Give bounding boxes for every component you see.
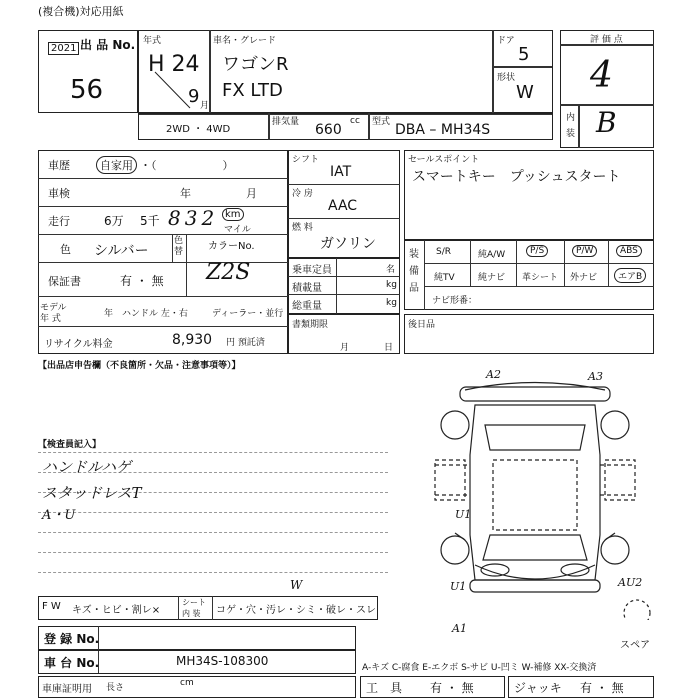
mark-a2: A2 (486, 368, 501, 381)
year-slash (150, 70, 210, 110)
jack-value: 有 ・ 無 (580, 681, 624, 695)
color-no-label: カラーNo. (208, 241, 255, 252)
mileage-man: 6万 (104, 214, 124, 228)
displacement-label: 排気量 (272, 117, 300, 127)
sales-point-label: セールスポイント (408, 155, 480, 165)
mark-u1: U1 (455, 508, 472, 521)
header-form-note: (複合機)対応用紙 (38, 5, 124, 18)
year-label: 年式 (143, 36, 162, 46)
color-no: Z2S (206, 260, 251, 285)
color-change-label: 色替 (174, 236, 184, 257)
shape-label: 形状 (497, 73, 516, 83)
mileage-rest: 832 (168, 206, 219, 230)
displacement-unit: cc (350, 116, 360, 126)
mark-u1b: U1 (450, 580, 467, 593)
year-month: 9 (188, 86, 200, 107)
chassis-value: MH34S-108300 (176, 654, 269, 668)
lot-number: 56 (70, 75, 104, 105)
cert-long: 長さ (106, 683, 125, 693)
load-unit: kg (386, 280, 397, 290)
equip-pw: P/W (572, 245, 597, 257)
drive-label: 2WD ・ 4WD (166, 124, 231, 135)
mileage-km: km (222, 208, 244, 221)
doors-value: 5 (518, 44, 530, 65)
recycle-label: リサイクル料金 (44, 339, 113, 350)
fw-items: キズ・ヒビ・割レ× (72, 605, 161, 616)
inspection-label: 車検 (48, 187, 70, 200)
equip-tv: 純TV (434, 273, 455, 283)
lot-label: 出 品 No. (80, 38, 136, 52)
fw-items2: コゲ・穴・汚レ・シミ・破レ・スレ (216, 605, 376, 616)
history-label: 車歴 (48, 159, 70, 172)
capacity-label: 乗車定員 (292, 265, 332, 276)
fuel-label: 燃 料 (292, 223, 313, 233)
shift-label: シフト (292, 155, 320, 165)
rear-bumper (465, 383, 605, 391)
cert-label: 車庫証明用 (42, 684, 92, 695)
model-value: DBA – MH34S (395, 122, 491, 138)
cert-cm: cm (180, 678, 194, 688)
model-year-dealer: ディーラー・並行 (212, 309, 284, 319)
fw-label: F W (42, 601, 61, 612)
history-value: 自家用 (96, 156, 137, 174)
inspector-note-1: ハンドルハゲ (42, 458, 131, 476)
doc-deadline-label: 書類期限 (292, 320, 329, 330)
equip-navi-model: ナビ形番： (432, 296, 478, 306)
wheel-rear-right (601, 411, 629, 439)
inspection-month: 月 (246, 187, 257, 200)
year-era: H 24 (148, 52, 200, 77)
doc-deadline-month: 月 (340, 343, 350, 353)
inspector-label: 【検査員記入】 (38, 440, 102, 450)
post-notes-label: 後日品 (408, 320, 436, 330)
color-label: 色 (60, 243, 71, 256)
model-label: 型式 (372, 117, 391, 127)
aircon-value: AAC (328, 198, 358, 214)
interior-label-1: 内 (566, 113, 576, 123)
year-month-unit: 月 (200, 101, 210, 111)
car-grade: FX LTD (222, 80, 283, 101)
gross-unit: kg (386, 298, 397, 308)
chassis-label: 車 台 No. (44, 656, 100, 670)
capacity-unit: 名 (386, 265, 396, 275)
equip-leather: 革シート (522, 273, 559, 283)
left-info-table (38, 150, 288, 354)
score-value: 4 (590, 55, 613, 96)
fw-mark-w: W (290, 578, 303, 592)
mark-a3: A3 (588, 370, 603, 383)
mileage-mile: マイル (224, 225, 251, 235)
body-outline (470, 405, 600, 580)
model-year-handle: ハンドル 左・右 (122, 309, 188, 319)
interior-value: B (596, 106, 617, 139)
mileage-label: 走行 (48, 215, 70, 228)
color-value: シルバー (94, 243, 149, 259)
declaration-label: 【出品店申告欄（不良箇所・欠品・注意事項等）】 (38, 361, 241, 371)
spare-label: スペア (620, 640, 650, 651)
aircon-label: 冷 房 (292, 189, 313, 199)
car-name: ワゴンR (222, 54, 289, 75)
model-year-label-1: モデル (40, 303, 67, 313)
equip-ps: P/S (526, 245, 548, 257)
car-name-label: 車名・グレード (213, 36, 277, 46)
equip-abs: ABS (616, 245, 642, 257)
history-rest: ・（ ） (140, 159, 234, 172)
mileage-sen: 5千 (140, 214, 160, 228)
gross-label: 総重量 (292, 301, 322, 312)
displacement-value: 660 (315, 122, 342, 138)
legend-text: A-キズ C-腐食 E-エクボ S-サビ U-凹ミ W-補修 XX-交換済 (362, 663, 597, 673)
tools-value: 有 ・ 無 (430, 681, 474, 695)
score-label: 評 価 点 (590, 35, 623, 45)
doc-deadline-day: 日 (384, 343, 394, 353)
equip-airbag: エアB (614, 268, 646, 283)
model-year-label-2: 年 式 (40, 314, 61, 324)
registration-label: 登 録 No. (44, 632, 100, 646)
equip-ext-navi: 外ナビ (570, 273, 598, 283)
inspection-year: 年 (180, 187, 191, 200)
load-label: 積載量 (292, 283, 322, 294)
equip-sr: S/R (436, 247, 451, 257)
model-year-year: 年 (104, 309, 114, 319)
mark-a1: A1 (452, 622, 467, 635)
tools-label: 工 具 (366, 681, 403, 695)
sales-point-value: スマートキー プッシュスタート (412, 169, 621, 185)
inspector-note-2: スタッドレスT (42, 484, 142, 502)
warranty-label: 保証書 (48, 275, 81, 288)
doors-label: ドア (497, 36, 515, 46)
equip-navi: 純ナビ (478, 273, 506, 283)
fw-seat-2: 内 装 (182, 609, 201, 618)
wheel-rear-left (441, 411, 469, 439)
equip-alloy: 純A/W (478, 250, 506, 260)
spare-tire (624, 600, 650, 620)
recycle-unit: 円 預託済 (226, 338, 265, 348)
lot-stamp: 2021 (48, 42, 79, 55)
warranty-value: 有 ・ 無 (120, 274, 164, 288)
fw-seat-1: シート (182, 598, 206, 607)
mark-au2: AU2 (618, 576, 643, 589)
fuel-value: ガソリン (320, 236, 376, 252)
recycle-amount: 8,930 (172, 332, 213, 348)
equipment-label: 装備品 (409, 249, 419, 294)
shape-value: W (516, 82, 534, 103)
shift-value: IAT (330, 164, 352, 180)
interior-label-2: 装 (566, 129, 576, 139)
inspector-note-3: A・U (42, 508, 76, 523)
jack-label: ジャッキ (514, 681, 562, 695)
post-notes-box (404, 314, 654, 354)
